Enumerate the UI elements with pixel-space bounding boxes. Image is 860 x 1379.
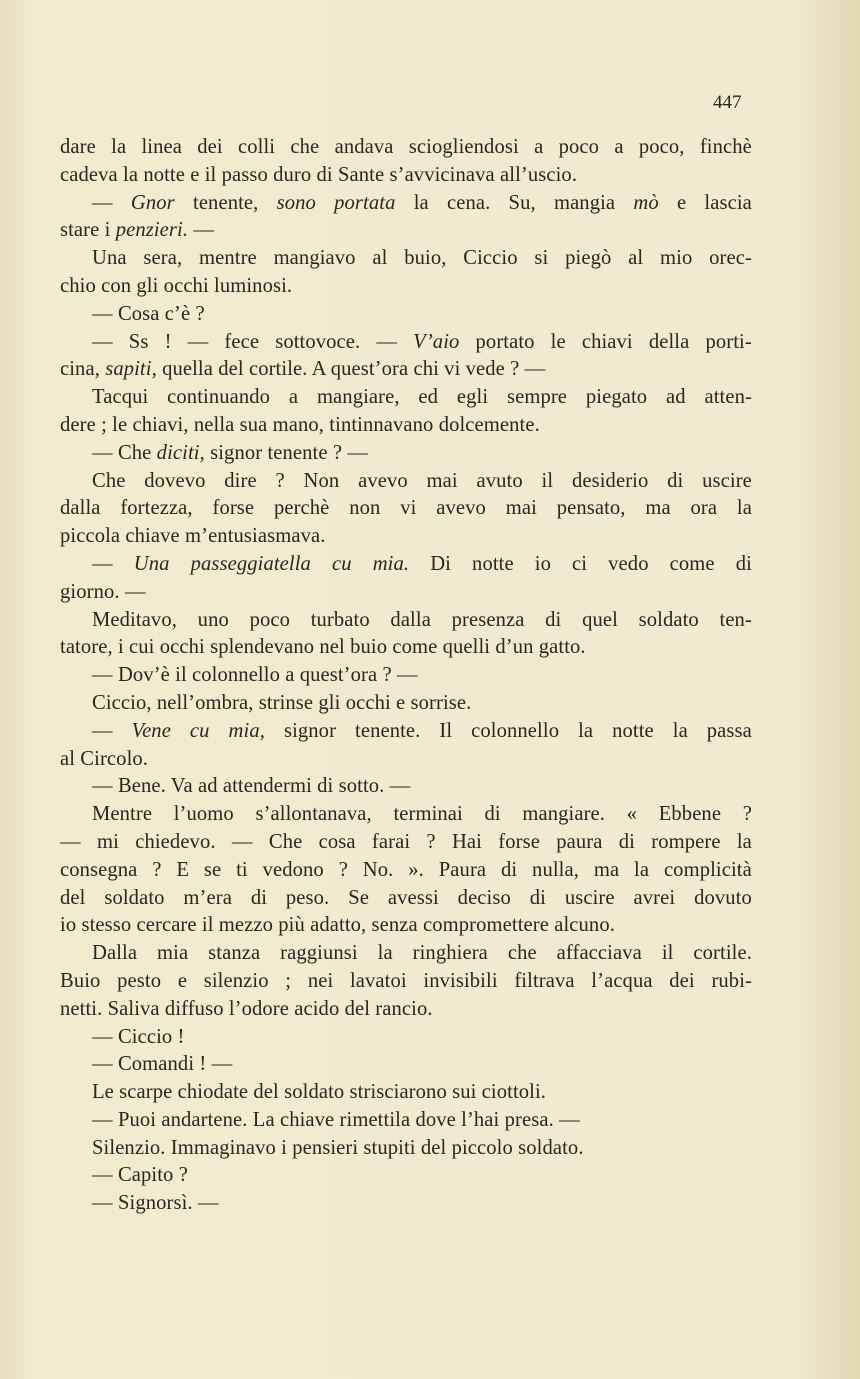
word: il xyxy=(661,942,674,965)
word: mangia xyxy=(553,191,616,214)
word: fortezza, xyxy=(120,497,193,520)
word: Che xyxy=(268,830,303,853)
word: pensato, xyxy=(556,497,626,520)
word: quel xyxy=(582,608,618,631)
word: Ebbene xyxy=(658,803,722,826)
word: colli xyxy=(238,136,276,158)
word: Paura xyxy=(438,858,487,881)
word: mangiare, xyxy=(316,386,400,409)
text-line xyxy=(60,1135,752,1163)
word: continuando xyxy=(167,386,271,409)
word: — xyxy=(92,719,113,742)
word: ed xyxy=(418,386,439,409)
text-line xyxy=(60,1190,752,1218)
word: affacciava xyxy=(556,942,642,965)
italic-word: cu xyxy=(332,552,352,575)
text-segment: piccola chiave m’entusiasmava. xyxy=(60,525,326,548)
word: dire xyxy=(224,469,257,492)
word: forse xyxy=(212,497,255,520)
word: linea xyxy=(141,136,182,158)
text-line xyxy=(60,634,752,662)
word: turbato xyxy=(310,608,370,631)
word: Che xyxy=(92,469,126,492)
word: terminai xyxy=(393,803,463,826)
word: a xyxy=(288,386,299,409)
word: e xyxy=(676,191,687,214)
text-segment: — xyxy=(188,219,215,242)
word: dare xyxy=(60,136,96,158)
italic-word: mia, xyxy=(228,719,265,742)
text-segment: Silenzio. Immaginavo i pensieri stupiti del piccolo soldato. xyxy=(92,1136,584,1159)
word: ! xyxy=(164,330,172,353)
word: che xyxy=(507,942,537,965)
text-line xyxy=(60,829,752,857)
word: avevo xyxy=(358,469,408,492)
word: l’uomo xyxy=(173,803,234,826)
word: portato xyxy=(475,330,535,353)
word: passa xyxy=(706,719,752,742)
word: a xyxy=(534,136,544,158)
word: tenente. xyxy=(355,719,421,742)
text-segment: signor tenente ? — xyxy=(204,441,369,464)
word: sempre xyxy=(506,386,568,409)
word: cosa xyxy=(318,830,356,853)
word: No. xyxy=(362,858,394,881)
word: — xyxy=(231,830,253,853)
text-line xyxy=(60,662,752,690)
text-line xyxy=(60,801,752,829)
word: cortile. xyxy=(693,942,752,965)
word: desiderio xyxy=(571,469,649,492)
word: mangiavo xyxy=(273,247,356,270)
word: Ss xyxy=(128,330,149,353)
text-line xyxy=(60,217,752,245)
word: Meditavo, xyxy=(92,608,177,631)
word: ? xyxy=(275,469,285,492)
italic-word: Una xyxy=(133,552,170,575)
word: mia xyxy=(157,942,189,965)
text-segment: quella del cortile. A quest’ora chi vi vede ? — xyxy=(156,358,546,381)
word: la xyxy=(377,942,393,965)
word: Mentre xyxy=(92,803,153,826)
word: atten- xyxy=(704,386,752,409)
text-line xyxy=(60,607,752,635)
text-segment: cadeva la notte e il passo duro di Sante s’avvicinava all’uscio. xyxy=(60,163,578,186)
text-line xyxy=(60,190,752,218)
italic-word: Vene xyxy=(131,719,171,742)
text-line xyxy=(60,468,752,496)
text-line xyxy=(60,773,752,801)
text-line xyxy=(60,134,752,162)
text-segment: dere ; le chiavi, nella sua mano, tintinnavano dolcemente. xyxy=(60,413,540,436)
word: soldato xyxy=(638,608,699,631)
text-line xyxy=(60,273,752,301)
word: silenzio xyxy=(203,969,269,992)
text-segment: — Bene. Va ad attendermi di sotto. — xyxy=(92,775,411,798)
word: la xyxy=(736,497,752,520)
text-line xyxy=(60,301,752,329)
text-segment: al Circolo. xyxy=(60,747,149,770)
word: ? xyxy=(152,858,162,881)
text-line xyxy=(60,1162,752,1190)
word: raggiunsi xyxy=(280,942,358,965)
word: ten- xyxy=(719,608,752,631)
word: notte xyxy=(472,552,514,575)
word: di xyxy=(667,469,684,492)
word: dovuto xyxy=(694,886,752,909)
word: poco, xyxy=(638,136,685,158)
word: deciso xyxy=(457,886,511,909)
word: poco xyxy=(249,608,290,631)
word: di xyxy=(484,803,501,826)
word: ? xyxy=(426,830,436,853)
word: farai xyxy=(371,830,411,853)
word: di xyxy=(618,830,635,853)
word: presenza xyxy=(451,608,525,631)
word: Il xyxy=(439,719,453,742)
word: io xyxy=(534,552,551,575)
word: l’acqua xyxy=(591,969,653,992)
word: mangiare. xyxy=(522,803,606,826)
text-line xyxy=(60,384,752,412)
text-segment: io stesso cercare il mezzo più adatto, senza compromettere alcuno. xyxy=(60,914,615,937)
text-line xyxy=(60,162,752,190)
word: cena. xyxy=(446,191,491,214)
word: s’allontanava, xyxy=(255,803,372,826)
text-line xyxy=(60,912,752,940)
word: se xyxy=(203,858,222,881)
word: la xyxy=(736,830,752,853)
text-line xyxy=(60,523,752,551)
text-segment: giorno. — xyxy=(60,580,146,603)
word: stanza xyxy=(208,942,261,965)
text-line xyxy=(60,718,752,746)
italic-text: sapiti, xyxy=(105,358,157,381)
text-line xyxy=(60,690,752,718)
word: orec- xyxy=(709,247,752,270)
word: ci xyxy=(572,552,588,575)
text-line xyxy=(60,356,752,384)
italic-text: penzieri. xyxy=(115,219,189,242)
word: chiavi xyxy=(581,330,633,353)
word: ringhiera xyxy=(412,942,488,965)
word: mentre xyxy=(199,247,257,270)
word: ma xyxy=(593,858,620,881)
text-line xyxy=(60,1107,752,1135)
word: signor xyxy=(283,719,337,742)
word: la xyxy=(578,719,594,742)
word: Hai xyxy=(451,830,482,853)
word: — xyxy=(60,830,81,853)
word: peso. xyxy=(285,886,330,909)
word: ? xyxy=(742,803,752,826)
word: invisibili xyxy=(423,969,498,992)
italic-text: diciti, xyxy=(156,441,205,464)
word: Ciccio xyxy=(463,247,518,270)
word: sottovoce. xyxy=(275,330,361,353)
word: al xyxy=(372,247,388,270)
text-line xyxy=(60,551,752,579)
body-text xyxy=(60,134,752,1218)
text-line xyxy=(60,885,752,913)
word: poco xyxy=(558,136,600,158)
text-line xyxy=(60,1024,752,1052)
word: vedo xyxy=(608,552,649,575)
word: mi xyxy=(96,830,119,853)
word: avevo xyxy=(436,497,486,520)
word: il xyxy=(541,469,554,492)
word: Se xyxy=(348,886,369,909)
word: — xyxy=(92,191,113,214)
text-line xyxy=(60,996,752,1024)
word: ; xyxy=(285,969,292,992)
word: che xyxy=(290,136,320,158)
word: mio xyxy=(660,247,693,270)
text-segment: Le scarpe chiodate del soldato strisciarono sui ciottoli. xyxy=(92,1081,547,1104)
text-segment: — Puoi andartene. La chiave rimettila dove l’hai presa. — xyxy=(92,1108,580,1131)
text-segment: Ciccio, nell’ombra, strinse gli occhi e sorrise. xyxy=(92,691,472,714)
word: dalla xyxy=(60,497,101,520)
word: Non xyxy=(303,469,340,492)
word: la xyxy=(413,191,429,214)
italic-word: sono xyxy=(276,191,316,214)
word: mai xyxy=(426,469,458,492)
word: soldato xyxy=(104,886,165,909)
word: paura xyxy=(556,830,603,853)
word: ». xyxy=(408,858,424,881)
text-line xyxy=(60,940,752,968)
word: E xyxy=(176,858,190,881)
word: Su, xyxy=(508,191,536,214)
word: ad xyxy=(666,386,686,409)
word: rubi- xyxy=(711,969,752,992)
italic-word: mò xyxy=(633,191,659,214)
word: di xyxy=(529,886,546,909)
word: ora xyxy=(690,497,718,520)
italic-word: passeggiatella xyxy=(190,552,311,575)
text-segment: — Cosa c’è ? xyxy=(92,302,205,325)
word: nulla, xyxy=(532,858,579,881)
italic-word: cu xyxy=(189,719,210,742)
word: Dalla xyxy=(92,942,138,965)
text-line xyxy=(60,857,752,885)
italic-word: V’aio xyxy=(413,330,460,353)
word: al xyxy=(628,247,644,270)
word: colonnello xyxy=(471,719,560,742)
word: perchè xyxy=(273,497,330,520)
word: e xyxy=(177,969,188,992)
text-line xyxy=(60,329,752,357)
word: sera, xyxy=(143,247,183,270)
word: rompere xyxy=(651,830,721,853)
word: di xyxy=(545,608,562,631)
word: — xyxy=(187,330,209,353)
italic-word: portata xyxy=(334,191,396,214)
text-segment: — Signorsì. — xyxy=(92,1192,219,1215)
text-line xyxy=(60,245,752,273)
word: complicità xyxy=(663,858,752,881)
text-line xyxy=(60,1079,752,1107)
word: la xyxy=(111,136,127,158)
word: finchè xyxy=(699,136,752,158)
word: porti- xyxy=(705,330,752,353)
text-line xyxy=(60,495,752,523)
word: notte xyxy=(612,719,654,742)
word: lavatoi xyxy=(349,969,407,992)
word: le xyxy=(550,330,566,353)
word: avrei xyxy=(633,886,676,909)
word: ? xyxy=(338,858,348,881)
italic-word: mia. xyxy=(372,552,410,575)
word: fece xyxy=(224,330,260,353)
word: avessi xyxy=(387,886,439,909)
text-segment: — Che xyxy=(92,441,157,464)
word: di xyxy=(500,858,518,881)
word: dovevo xyxy=(144,469,206,492)
word: — xyxy=(92,330,113,353)
word: Una xyxy=(92,247,127,270)
word: egli xyxy=(456,386,489,409)
word: uno xyxy=(197,608,229,631)
text-segment: chio con gli occhi luminosi. xyxy=(60,274,293,297)
word: dalla xyxy=(390,608,431,631)
word: della xyxy=(648,330,690,353)
word: vedono xyxy=(262,858,324,881)
word: ma xyxy=(645,497,671,520)
word: la xyxy=(672,719,688,742)
word: buio, xyxy=(404,247,447,270)
word: nei xyxy=(307,969,334,992)
word: forse xyxy=(498,830,540,853)
text-segment: — Comandi ! — xyxy=(92,1053,233,1076)
text-line xyxy=(60,1051,752,1079)
word: dei xyxy=(669,969,695,992)
word: Tacqui xyxy=(92,386,149,409)
text-segment: tatore, i cui occhi splendevano nel buio come quelli d’un gatto. xyxy=(60,636,586,659)
word: « xyxy=(626,803,638,826)
text-segment: — Dov’è il colonnello a quest’ora ? — xyxy=(92,664,418,687)
word: si xyxy=(534,247,549,270)
word: di xyxy=(735,552,752,575)
text-segment: — Capito ? xyxy=(92,1164,188,1187)
text-segment: cina, xyxy=(60,358,106,381)
word: filtrava xyxy=(514,969,575,992)
word: a xyxy=(614,136,624,158)
text-segment: netti. Saliva diffuso l’odore acido del rancio. xyxy=(60,997,433,1020)
word: — xyxy=(376,330,398,353)
text-line xyxy=(60,412,752,440)
text-segment: stare i xyxy=(60,219,116,242)
word: come xyxy=(669,552,715,575)
word: uscire xyxy=(702,469,752,492)
word: pesto xyxy=(117,969,162,992)
word: piegato xyxy=(585,386,648,409)
word: Buio xyxy=(60,969,101,992)
word: di xyxy=(250,886,268,909)
word: vi xyxy=(400,497,417,520)
page-number: 447 xyxy=(713,92,742,113)
word: dei xyxy=(197,136,223,158)
text-line xyxy=(60,968,752,996)
word: lascia xyxy=(704,191,752,214)
italic-word: Gnor xyxy=(130,191,175,214)
word: — xyxy=(92,552,113,575)
word: del xyxy=(60,886,86,909)
word: consegna xyxy=(60,858,138,881)
word: uscire xyxy=(564,886,615,909)
word: m’era xyxy=(183,886,232,909)
word: tenente, xyxy=(193,191,259,214)
word: andava xyxy=(334,136,394,158)
word: ti xyxy=(236,858,248,881)
word: non xyxy=(349,497,381,520)
word: mai xyxy=(505,497,537,520)
word: sciogliendosi xyxy=(408,136,519,158)
text-line xyxy=(60,579,752,607)
word: Di xyxy=(430,552,451,575)
word: la xyxy=(634,858,650,881)
word: piegò xyxy=(565,247,612,270)
word: chiedevo. xyxy=(135,830,216,853)
text-segment: — Ciccio ! xyxy=(92,1025,185,1048)
text-line xyxy=(60,746,752,774)
word: avuto xyxy=(476,469,523,492)
text-line xyxy=(60,440,752,468)
